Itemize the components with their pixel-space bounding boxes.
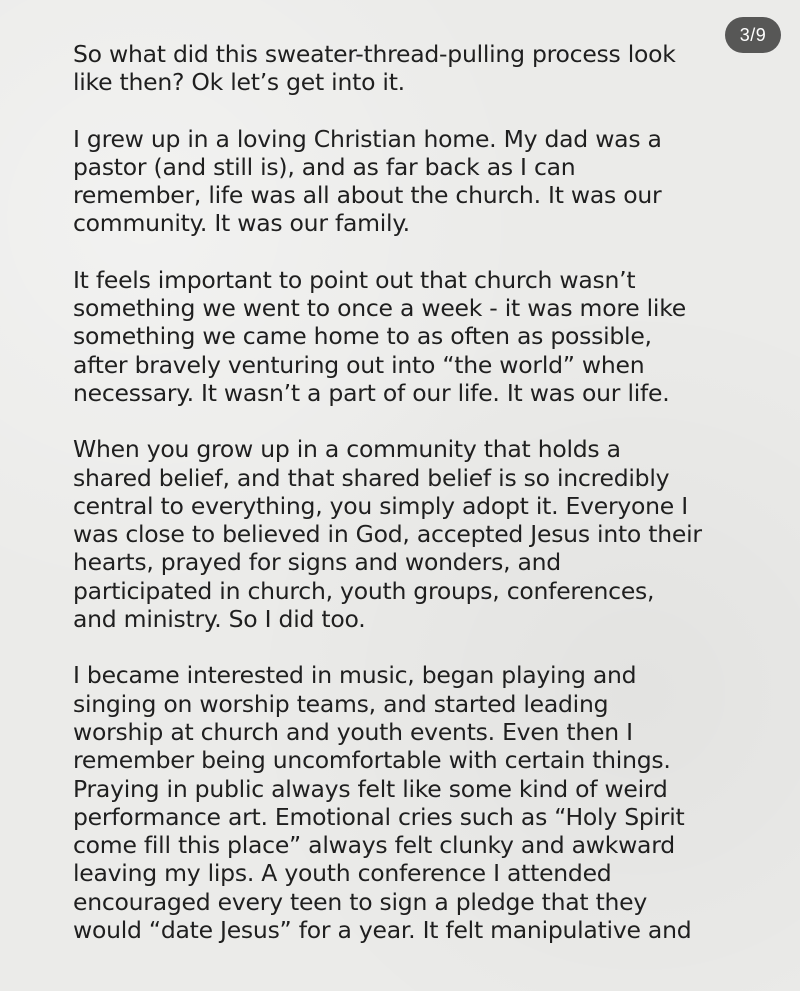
slide-counter-badge: 3/9 [725, 17, 781, 53]
paragraph-5: I became interested in music, began playing and singing on worship teams, and started leading worship at church and youth events. Even then I remember being uncomfortable with certain things. Praying in public always felt like some kind of weird performance art. Emotional cries such as “Holy Spirit come fill this place” always felt clunky and awkward leaving my lips. A youth conference I attended encouraged every teen to sign a pledge that they would “date Jesus” for a year. It felt manipulative and [73, 661, 692, 945]
essay-text [73, 40, 753, 944]
paragraph-4: When you grow up in a community that holds a shared belief, and that shared belief is so incredibly central to everything, you simply adopt it. Everyone I was close to believed in God, accepted Jesus into their hearts, prayed for signs and wonders, and participated in church, youth groups, conferences, and ministry. So I did too. [73, 435, 702, 634]
paragraph-3: It feels important to point out that church wasn’t something we went to once a week - it was more like something we came home to as often as possible, after bravely venturing out into “the world” when necessary. It wasn’t a part of our life. It was our life. [73, 265, 686, 407]
paragraph-1: So what did this sweater-thread-pulling process look like then? Ok let’s get into it. [73, 40, 676, 97]
paragraph-2: I grew up in a loving Christian home. My dad was a pastor (and still is), and as far back as I can remember, life was all about the church. It was our community. It was our family. [73, 124, 662, 238]
